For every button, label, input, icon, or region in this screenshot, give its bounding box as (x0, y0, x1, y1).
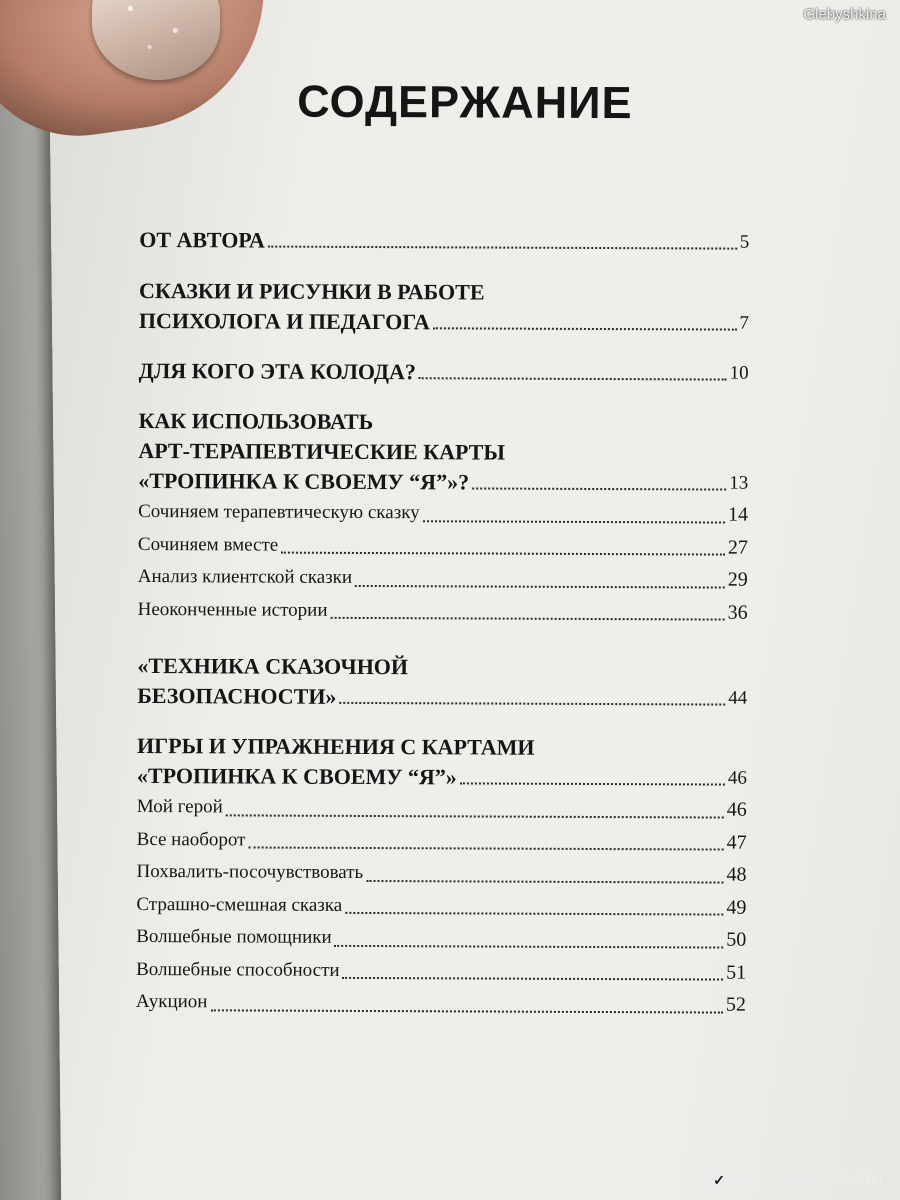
dot-leader (460, 781, 725, 785)
toc-section (139, 225, 749, 258)
toc-section (137, 651, 747, 714)
toc-entry-label: «ТРОПИНКА К СВОЕМУ “Я”» (136, 762, 457, 790)
toc-entry-label: СКАЗКИ И РИСУНКИ В РАБОТЕ (139, 277, 485, 305)
page-title: СОДЕРЖАНИЕ (297, 75, 633, 129)
dot-leader (345, 911, 723, 916)
dot-leader (330, 616, 724, 621)
toc-subentry (136, 986, 746, 1021)
toc-subentry (136, 856, 746, 891)
toc-subentry-label: Сочиняем вместе (137, 533, 279, 556)
toc-page-number: 44 (728, 687, 748, 709)
dot-leader (281, 551, 725, 556)
toc-page-number: 36 (727, 601, 748, 624)
toc-entry-label: БЕЗОПАСНОСТИ» (137, 682, 337, 709)
toc-section (139, 356, 749, 389)
toc-page-number: 52 (725, 993, 746, 1016)
toc-subentry (136, 888, 746, 923)
dot-leader (339, 701, 725, 706)
toc-subentry-label: Неоконченные истории (137, 598, 328, 621)
toc-page-number: 49 (726, 896, 747, 919)
toc-section (138, 406, 749, 629)
dot-leader (433, 326, 737, 330)
toc-subentry-label: Страшно-смешная сказка (136, 893, 343, 916)
site-watermark-text: RECOMMEND.RU (735, 1170, 884, 1189)
toc-page-number: 46 (726, 798, 747, 821)
toc-subentry (137, 823, 747, 858)
dot-leader (210, 1008, 722, 1013)
toc-page-number: 14 (728, 503, 749, 526)
toc-entry (138, 466, 748, 499)
toc-entry-label: ДЛЯ КОГО ЭТА КОЛОДА? (138, 357, 416, 385)
toc-page-number: 27 (727, 536, 748, 559)
toc-entry-label: ПСИХОЛОГА И ПЕДАГОГА (138, 307, 430, 335)
dot-leader (419, 376, 727, 380)
toc-subentry (138, 593, 748, 628)
dot-leader (472, 486, 726, 490)
toc-page-number: 29 (727, 568, 748, 591)
toc-page-number: 13 (729, 472, 749, 494)
toc-page-number: 10 (729, 362, 749, 384)
toc-subentry-label: Похвалить-посочувствовать (136, 860, 364, 883)
toc-page-number: 48 (726, 863, 747, 886)
toc-page-number: 7 (739, 312, 749, 334)
toc-entry (137, 761, 747, 794)
toc-page-number: 47 (726, 831, 747, 854)
toc-subentry (136, 921, 746, 956)
toc-subentry-label: Мой герой (136, 795, 223, 818)
toc-subentry-label: Аукцион (135, 990, 208, 1013)
toc-entry (139, 225, 749, 258)
dot-leader (335, 943, 724, 948)
dot-leader (343, 976, 724, 981)
toc-subentry-label: Волшебные способности (136, 958, 340, 981)
toc-entry-label: ИГРЫ И УПРАЖНЕНИЯ С КАРТАМИ (137, 732, 535, 760)
toc-entry (139, 306, 749, 339)
toc-entry-label: КАК ИСПОЛЬЗОВАТЬ (138, 407, 374, 435)
dot-leader (423, 519, 725, 523)
dot-leader (355, 583, 725, 588)
table-of-contents (136, 75, 750, 1041)
toc-subentry (138, 528, 748, 563)
toc-page-number: 46 (727, 767, 747, 789)
toc-subentry (136, 953, 746, 988)
toc-subentry (138, 496, 748, 531)
toc-entry-label: «ТЕХНИКА СКАЗОЧНОЙ (137, 652, 409, 680)
toc-entry-label: АРТ-ТЕРАПЕВТИЧЕСКИЕ КАРТЫ (138, 437, 506, 465)
dot-leader (226, 813, 724, 818)
toc-subentry (137, 791, 747, 826)
toc-page-number: 51 (726, 961, 747, 984)
toc-subentry-label: Анализ клиентской сказки (137, 565, 353, 588)
site-watermark (709, 1170, 884, 1190)
toc-page-number: 5 (739, 231, 750, 253)
toc-page-number: 50 (726, 928, 747, 951)
dot-leader (268, 245, 737, 250)
toc-subentry-label: Сочиняем терапевтическую сказку (138, 500, 420, 524)
toc-entry-label: «ТРОПИНКА К СВОЕМУ “Я”»? (138, 467, 470, 495)
toc-subentry-label: Все наоборот (136, 828, 246, 850)
dot-leader (366, 878, 723, 883)
toc-entry-label: ОТ АВТОРА (139, 226, 265, 253)
toc-subentry (138, 561, 748, 596)
toc-section (139, 276, 749, 339)
toc-section (136, 731, 747, 1021)
toc-subentry-label: Волшебные помощники (136, 925, 332, 948)
author-watermark: Glebyshkina (803, 6, 886, 23)
toc-entry (137, 681, 747, 714)
toc-entry (139, 356, 749, 389)
recommend-logo-icon: ✓ (709, 1170, 729, 1190)
dot-leader (248, 845, 723, 850)
